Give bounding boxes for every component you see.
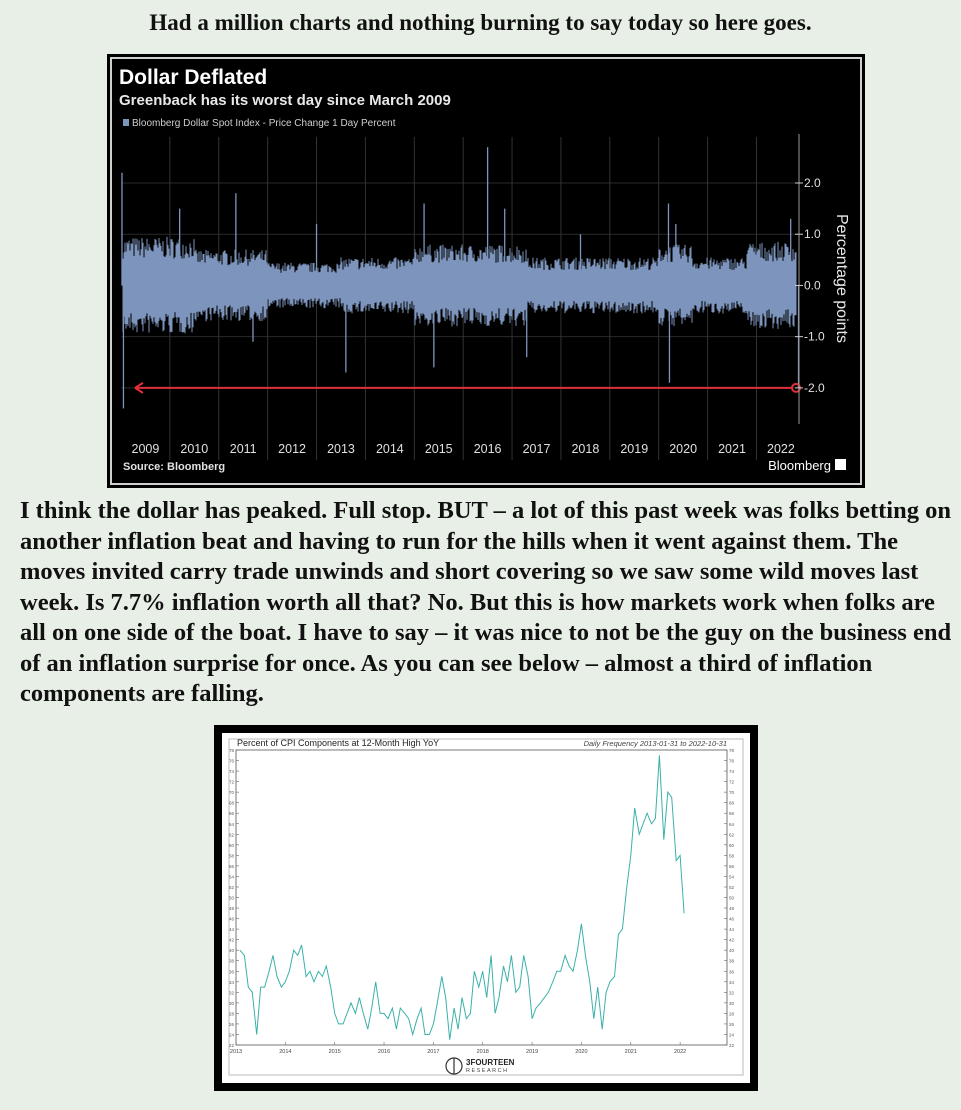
brand-name: 3FOURTEEN bbox=[466, 1058, 515, 1067]
headline: Had a million charts and nothing burning to say today so here goes. bbox=[149, 10, 812, 35]
y-tick-label-right: 22 bbox=[729, 1043, 735, 1048]
y-tick-label-left: 34 bbox=[228, 979, 234, 985]
chart-subtitle: Greenback has its worst day since March 2009 bbox=[119, 92, 451, 109]
y-tick-label: -2.0 bbox=[804, 380, 825, 395]
y-tick-label-right: 54 bbox=[729, 874, 735, 880]
y-tick-label-right: 76 bbox=[729, 758, 735, 764]
x-tick-label: 2012 bbox=[278, 442, 306, 456]
chart-title: Percent of CPI Components at 12-Month High YoY bbox=[237, 738, 440, 748]
x-tick-label: 2022 bbox=[673, 1049, 687, 1055]
y-tick-label: -1.0 bbox=[804, 329, 825, 344]
y-tick-label-left: 40 bbox=[228, 948, 234, 954]
y-tick-label-left: 30 bbox=[228, 1000, 234, 1006]
x-tick-label: 2016 bbox=[473, 442, 502, 456]
y-tick-label-right: 30 bbox=[729, 1000, 735, 1006]
source-label: Source: Bloomberg bbox=[123, 461, 226, 473]
y-tick-label-right: 28 bbox=[729, 1011, 735, 1017]
y-tick-label-right: 32 bbox=[729, 990, 735, 996]
y-tick-label-left: 42 bbox=[228, 937, 234, 943]
x-tick-label: 2020 bbox=[669, 442, 698, 456]
y-tick-label-left: 72 bbox=[228, 779, 234, 785]
y-tick-label-right: 68 bbox=[729, 800, 735, 806]
y-tick-label-right: 26 bbox=[729, 1021, 735, 1027]
y-tick-label-right: 64 bbox=[729, 821, 735, 827]
y-tick-label-right: 44 bbox=[729, 927, 735, 933]
brand-label: Bloomberg bbox=[768, 458, 831, 473]
chart-subtitle: Daily Frequency 2013-01-31 to 2022-10-31 bbox=[583, 739, 727, 748]
x-tick-label: 2013 bbox=[229, 1049, 243, 1055]
y-tick-label-left: 22 bbox=[228, 1043, 234, 1048]
y-tick-label-left: 26 bbox=[228, 1021, 234, 1027]
y-tick-label-left: 52 bbox=[228, 884, 234, 890]
y-tick-label-right: 38 bbox=[729, 958, 735, 964]
x-tick-label: 2016 bbox=[377, 1049, 391, 1055]
x-tick-label: 2022 bbox=[767, 442, 795, 456]
y-tick-label-right: 78 bbox=[729, 748, 735, 753]
y-tick-label-left: 24 bbox=[228, 1032, 234, 1038]
y-tick-label-right: 46 bbox=[729, 916, 735, 922]
y-tick-label-right: 24 bbox=[729, 1032, 735, 1038]
legend-swatch bbox=[123, 119, 129, 126]
y-tick-label-right: 72 bbox=[729, 779, 735, 785]
y-tick-label-left: 50 bbox=[228, 895, 234, 901]
y-tick-label-right: 36 bbox=[729, 969, 735, 975]
x-tick-label: 2017 bbox=[522, 442, 551, 456]
x-tick-label: 2021 bbox=[718, 442, 746, 456]
frame-inner bbox=[222, 733, 750, 1083]
y-tick-label-left: 54 bbox=[228, 874, 234, 880]
y-tick-label-right: 42 bbox=[729, 937, 735, 943]
y-tick-label-right: 48 bbox=[729, 906, 735, 912]
y-tick-label-left: 74 bbox=[228, 769, 234, 775]
y-tick-label-left: 28 bbox=[228, 1011, 234, 1017]
y-tick-label-left: 44 bbox=[228, 927, 234, 933]
y-tick-label-left: 78 bbox=[228, 748, 234, 753]
y-tick-label-left: 64 bbox=[228, 821, 234, 827]
y-tick-label-left: 58 bbox=[228, 853, 234, 859]
y-tick-label-right: 60 bbox=[729, 842, 735, 848]
brand-icon bbox=[835, 459, 846, 470]
y-tick-label: 0.0 bbox=[804, 278, 821, 293]
y-tick-label-right: 74 bbox=[729, 769, 735, 775]
y-tick-label-right: 40 bbox=[729, 948, 735, 954]
article-paragraph: I think the dollar has peaked. Full stop. BUT – a lot of this past week was folks betting on another inflation beat and having to run for the hills when it went against them. The moves invited carry trade unwinds and short covering so we saw some wild moves last week. Is 7.7% inflation worth all that? No. But this is how markets work when folks are all on one side of the boat. I have to say – it was nice to not be the guy on the business end of an inflation surprise for once. As you can see below – almost a third of inflation components are falling. bbox=[20, 497, 952, 707]
x-tick-label: 2009 bbox=[131, 442, 160, 456]
y-tick-label-right: 70 bbox=[729, 790, 735, 796]
y-tick-label: 1.0 bbox=[804, 227, 821, 242]
y-tick-label-right: 56 bbox=[729, 863, 735, 869]
x-tick-label: 2011 bbox=[229, 442, 257, 456]
y-tick-label-left: 66 bbox=[228, 811, 234, 817]
y-tick-label-left: 62 bbox=[228, 832, 234, 838]
brand-sub: RESEARCH bbox=[466, 1068, 509, 1074]
y-axis-label: Percentage points bbox=[833, 214, 850, 343]
y-tick-label-right: 52 bbox=[729, 884, 735, 890]
x-tick-label: 2020 bbox=[575, 1049, 588, 1055]
x-tick-label: 2014 bbox=[375, 442, 404, 456]
dollar-chart bbox=[107, 54, 865, 488]
x-tick-label: 2019 bbox=[620, 442, 649, 456]
x-tick-label: 2018 bbox=[571, 442, 600, 456]
legend-label: Bloomberg Dollar Spot Index - Price Change 1 Day Percent bbox=[132, 118, 396, 129]
x-tick-label: 2017 bbox=[427, 1049, 440, 1055]
y-tick-label-left: 46 bbox=[228, 916, 234, 922]
y-tick-label-left: 56 bbox=[228, 863, 234, 869]
x-tick-label: 2014 bbox=[279, 1049, 292, 1055]
x-tick-label: 2010 bbox=[180, 442, 209, 456]
x-tick-label: 2018 bbox=[476, 1049, 489, 1055]
y-tick-label-right: 34 bbox=[729, 979, 735, 985]
cpi-chart-figure bbox=[214, 725, 758, 1091]
y-tick-label: 2.0 bbox=[804, 175, 821, 190]
x-tick-label: 2015 bbox=[328, 1049, 341, 1055]
series-bars bbox=[122, 147, 799, 408]
x-tick-label: 2015 bbox=[424, 442, 453, 456]
dollar-chart-figure bbox=[107, 54, 865, 488]
y-tick-label-left: 76 bbox=[228, 758, 234, 764]
y-tick-label-left: 60 bbox=[228, 842, 234, 848]
chart-title: Dollar Deflated bbox=[119, 66, 268, 89]
x-tick-label: 2013 bbox=[327, 442, 355, 456]
x-tick-label: 2019 bbox=[525, 1049, 539, 1055]
y-tick-label-left: 48 bbox=[228, 906, 234, 912]
y-tick-label-left: 36 bbox=[228, 969, 234, 975]
y-tick-label-left: 32 bbox=[228, 990, 234, 996]
y-tick-label-left: 70 bbox=[228, 790, 234, 796]
y-tick-label-right: 50 bbox=[729, 895, 735, 901]
y-tick-label-right: 62 bbox=[729, 832, 735, 838]
cpi-chart bbox=[214, 725, 758, 1091]
y-tick-label-left: 68 bbox=[228, 800, 234, 806]
y-tick-label-left: 38 bbox=[228, 958, 234, 964]
y-tick-label-right: 58 bbox=[729, 853, 735, 859]
y-tick-label-right: 66 bbox=[729, 811, 735, 817]
x-tick-label: 2021 bbox=[624, 1049, 637, 1055]
